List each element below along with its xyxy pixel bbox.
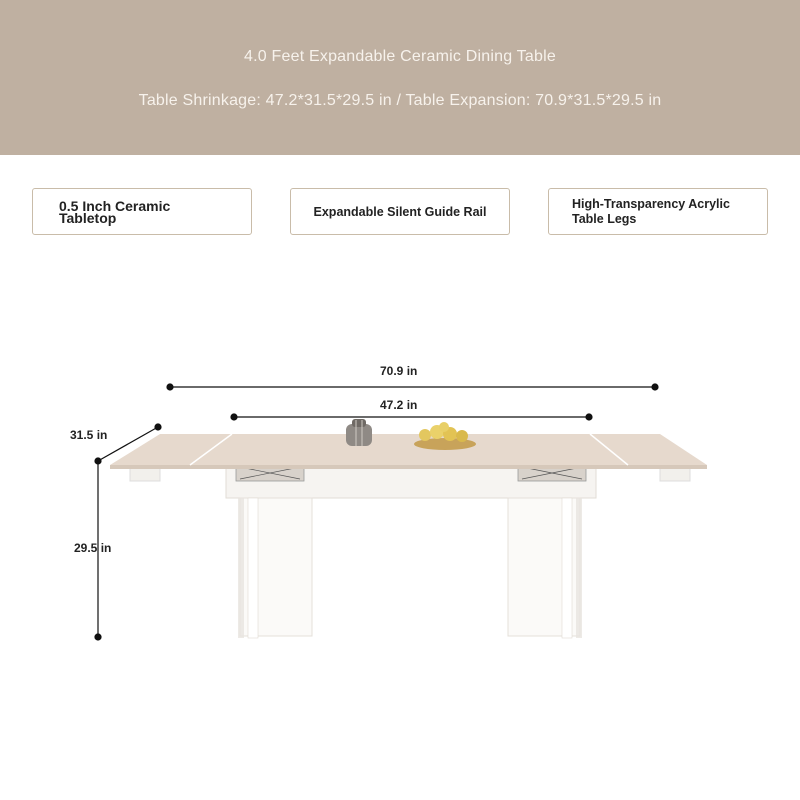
depth-endpoint [155,424,161,430]
shrunk-length-endpoint [586,414,592,420]
decorative-vase [346,419,372,446]
page-title: 4.0 Feet Expandable Ceramic Dining Table [244,48,556,65]
feature-label: 0.5 Inch Ceramic Tabletop [59,197,171,226]
shrunk-length-endpoint [231,414,237,420]
feature-label: High-Transparency Acrylic Table Legs [572,196,730,226]
expanded-length-endpoint [167,384,173,390]
expanded-length-endpoint [652,384,658,390]
dining-table [110,419,707,638]
size-subtitle: Table Shrinkage: 47.2*31.5*29.5 in / Table Expansion: 70.9*31.5*29.5 in [138,92,662,109]
height-endpoint [95,634,101,640]
height-label: 29.5 in [74,541,112,555]
tabletop-edge [110,465,707,469]
depth-label: 31.5 in [70,428,108,442]
ceramic-tabletop [110,434,707,465]
fruit-bowl [414,422,476,450]
shrunk-length-label: 47.2 in [380,398,418,412]
acrylic-leg-right [508,498,582,638]
feature-label: Expandable Silent Guide Rail [313,204,487,219]
expanded-length-label: 70.9 in [380,364,418,378]
acrylic-leg-left [238,498,312,638]
